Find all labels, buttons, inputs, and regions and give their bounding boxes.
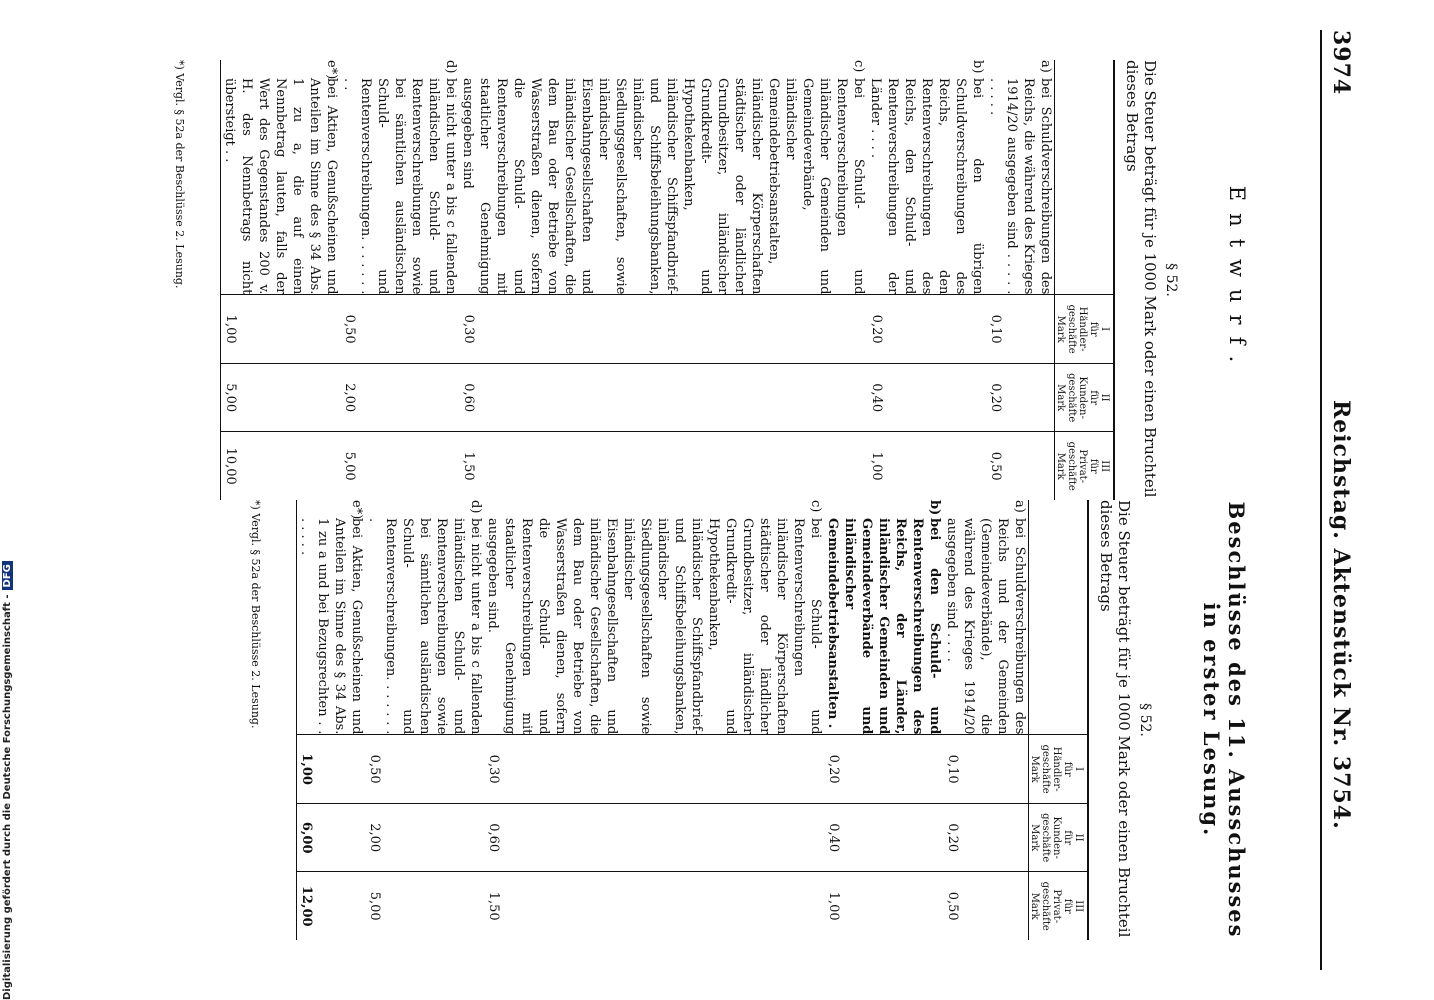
table-row xyxy=(986,60,1054,500)
row-text: bei Schuld- und Rentenverschreibungen inländischer Gemeinden und Gemeindeverbände, inländischer Gemeindebetriebsanstalten, inländischer Körperschaften städtischer oder ländlicher Grundbesitzer, inländischer Grundkredit- und Hypothekenbanken, inländischer Schiffspfandbrief- und Schiffsbeleihungsbanken, inländischer Siedlungsgesellschaften, sowie inländischer Eisenbahngesellschaften und inländischer Gesellschaften, die dem Bau oder Betriebe von Wasserstraßen dienen, sofern die Schuld- und Rentenverschreibungen mit staatlicher Genehmigung ausgegeben sind xyxy=(460,78,866,295)
section-number: § 52. xyxy=(1137,703,1153,737)
rate-cell: 0,50 xyxy=(986,431,1054,500)
tax-table xyxy=(296,500,1089,940)
table-row xyxy=(340,60,459,500)
row-label: d) xyxy=(468,500,483,514)
section-number: § 52. xyxy=(1163,263,1179,297)
column-header-1: I für Händler- geschäfte Mark xyxy=(1055,294,1113,363)
row-label: b) xyxy=(970,60,985,74)
dfg-logo: DFG xyxy=(2,561,13,590)
row-text: bei nicht unter a bis c fallenden inländischen Schuld- und Rentenverschreibungen sowie bei sämtlichen ausländischen Schuld- und Rentenverschreibungen. . . . . . . . . xyxy=(341,78,458,295)
table-row xyxy=(824,500,943,940)
document-title: Reichstag. Aktenstück Nr. 3754. xyxy=(1328,400,1354,830)
rate-cell: 1,00 xyxy=(221,294,340,363)
row-label: e*) xyxy=(349,500,364,520)
rate-cell: 0,50 xyxy=(943,871,1028,940)
column-header-1: I für Händler- geschäfte Mark xyxy=(1029,734,1087,803)
lead-text: Die Steuer beträgt für je 1000 Mark oder einen Bruchteil dieses Betrags xyxy=(1097,500,1133,938)
column-heading: Beschlüsse des 11. Ausschusses in erster Lesung. xyxy=(1199,501,1249,939)
row-label: c) xyxy=(808,500,823,513)
rate-cell: 10,00 xyxy=(221,431,340,500)
rate-cell: 1,00 xyxy=(867,431,986,500)
row-label: e*) xyxy=(324,60,339,80)
rate-cell: 2,00 xyxy=(340,363,459,432)
table-row xyxy=(484,500,824,940)
row-label: c) xyxy=(851,60,866,73)
rate-cell: 0,40 xyxy=(824,803,943,872)
column-header-3: III für Privat- geschäfte Mark xyxy=(1055,431,1113,500)
table-header xyxy=(1028,500,1087,940)
rate-cell: 2,00 xyxy=(365,803,484,872)
row-text: bei Aktien, Genußscheinen und Anteilen im Sinne des § 34 Abs. 1 zu a, die auf einen Nennbetrag lauten, falls der Wert des Gegenstandes 200 v. H. des Nennbetrags nicht übersteigt . . xyxy=(222,78,339,295)
rate-cell: 12,00 xyxy=(297,871,365,940)
table-row xyxy=(867,60,986,500)
rate-cell: 1,50 xyxy=(484,871,824,940)
rate-cell: 0,10 xyxy=(986,294,1054,363)
row-text: bei Schuld- und Rentenverschreibungen inländischer Körperschaften städtischer oder ländlicher Grundbesitzer, inländischer Grundkredit- und Hypothekenbanken, inländischer Schiffspfandbrief- und Schiffsbeleihungsbanken, inländischer Siedlungsgesellschaften sowie inländischer Eisenbahngesellschaften und inländischer Gesellschaften, die dem Bau oder Betriebe von Wasserstraßen dienen, sofern die Schuld- und Rentenverschreibungen mit staatlicher Genehmigung ausgegeben sind. xyxy=(485,518,823,735)
row-text: bei den übrigen Schuldverschreibungen des Reichs, den Rentenverschreibungen des Reichs, den Schuld- und Rentenverschreibungen der Länder . . . . xyxy=(868,78,985,295)
rate-cell: 0,60 xyxy=(459,363,867,432)
rate-cell: 1,00 xyxy=(297,734,365,803)
rate-cell: 5,00 xyxy=(340,431,459,500)
column-header-2: II für Kunden- geschäfte Mark xyxy=(1055,363,1113,432)
header-rule xyxy=(1320,30,1322,970)
row-text: bei nicht unter a bis c fallenden inländischen Schuld- und Rentenverschreibungen sowie bei sämtlichen ausländischen Schuld- und Rentenverschreibungen. . . . . . . . xyxy=(366,518,483,735)
rate-cell: 5,00 xyxy=(365,871,484,940)
footnote: *) Vergl. § 52a der Beschlüsse 2. Lesung. xyxy=(173,60,186,289)
rate-cell: 1,00 xyxy=(824,871,943,940)
footnote: *) Vergl. § 52a der Beschlüsse 2. Lesung. xyxy=(249,500,262,729)
row-label: a) xyxy=(1012,500,1027,513)
rate-cell: 5,00 xyxy=(221,363,340,432)
rate-cell: 6,00 xyxy=(297,803,365,872)
rate-cell: 0,50 xyxy=(365,734,484,803)
column-header-2: II für Kunden- geschäfte Mark xyxy=(1029,803,1087,872)
row-text: bei Aktien, Genußscheinen und Anteilen im Sinne des § 34 Abs. 1 zu a und bei Bezugsrechten . . . . . . . xyxy=(298,518,364,735)
table-row xyxy=(365,500,484,940)
row-text: bei den Schuld- und Rentenverschreibungen des Reichs, der Länder, inländischer Gemeinden und Gemeindeverbände und inländischer Gemeindebetriebsanstalten . xyxy=(825,518,942,735)
table-row xyxy=(297,500,365,940)
page-number: 3974 xyxy=(1328,30,1354,96)
rate-cell: 0,20 xyxy=(867,294,986,363)
row-text: bei Schuldverschreibungen des Reichs und der Gemeinden (Gemeindeverbände), die während des Krieges 1914/20 ausgegeben sind . . . . xyxy=(944,518,1027,735)
rate-cell: 0,30 xyxy=(459,294,867,363)
rate-cell: 0,10 xyxy=(943,734,1028,803)
table-row xyxy=(943,500,1028,940)
rate-cell: 0,20 xyxy=(986,363,1054,432)
table-row xyxy=(221,60,340,500)
rate-cell: 0,20 xyxy=(943,803,1028,872)
rate-cell: 0,50 xyxy=(340,294,459,363)
rate-cell: 0,40 xyxy=(867,363,986,432)
row-label: d) xyxy=(443,60,458,74)
row-label: a) xyxy=(1038,60,1053,73)
rate-cell: 0,20 xyxy=(824,734,943,803)
column-resolutions xyxy=(249,500,1299,940)
table-header xyxy=(1054,60,1113,500)
row-text: bei Schuldverschreibungen des Reichs, die während des Krieges 1914/20 ausgegeben sind . . . . . . . . . . xyxy=(987,78,1053,295)
column-draft xyxy=(173,60,1299,500)
rate-cell: 1,50 xyxy=(459,431,867,500)
rate-cell: 0,30 xyxy=(484,734,824,803)
column-heading: Entwurf. xyxy=(1225,185,1249,375)
row-label: b) xyxy=(927,500,942,516)
lead-text: Die Steuer beträgt für je 1000 Mark oder einen Bruchteil dieses Betrags xyxy=(1123,60,1159,498)
rate-cell: 0,60 xyxy=(484,803,824,872)
table-row xyxy=(459,60,867,500)
credit-text: Digitalisierung gefördert durch die Deutsche Forschungsgemeinschaft - xyxy=(2,594,13,1000)
digitization-credit xyxy=(2,564,13,1000)
column-header-3: III für Privat- geschäfte Mark xyxy=(1029,871,1087,940)
tax-table xyxy=(220,60,1115,500)
